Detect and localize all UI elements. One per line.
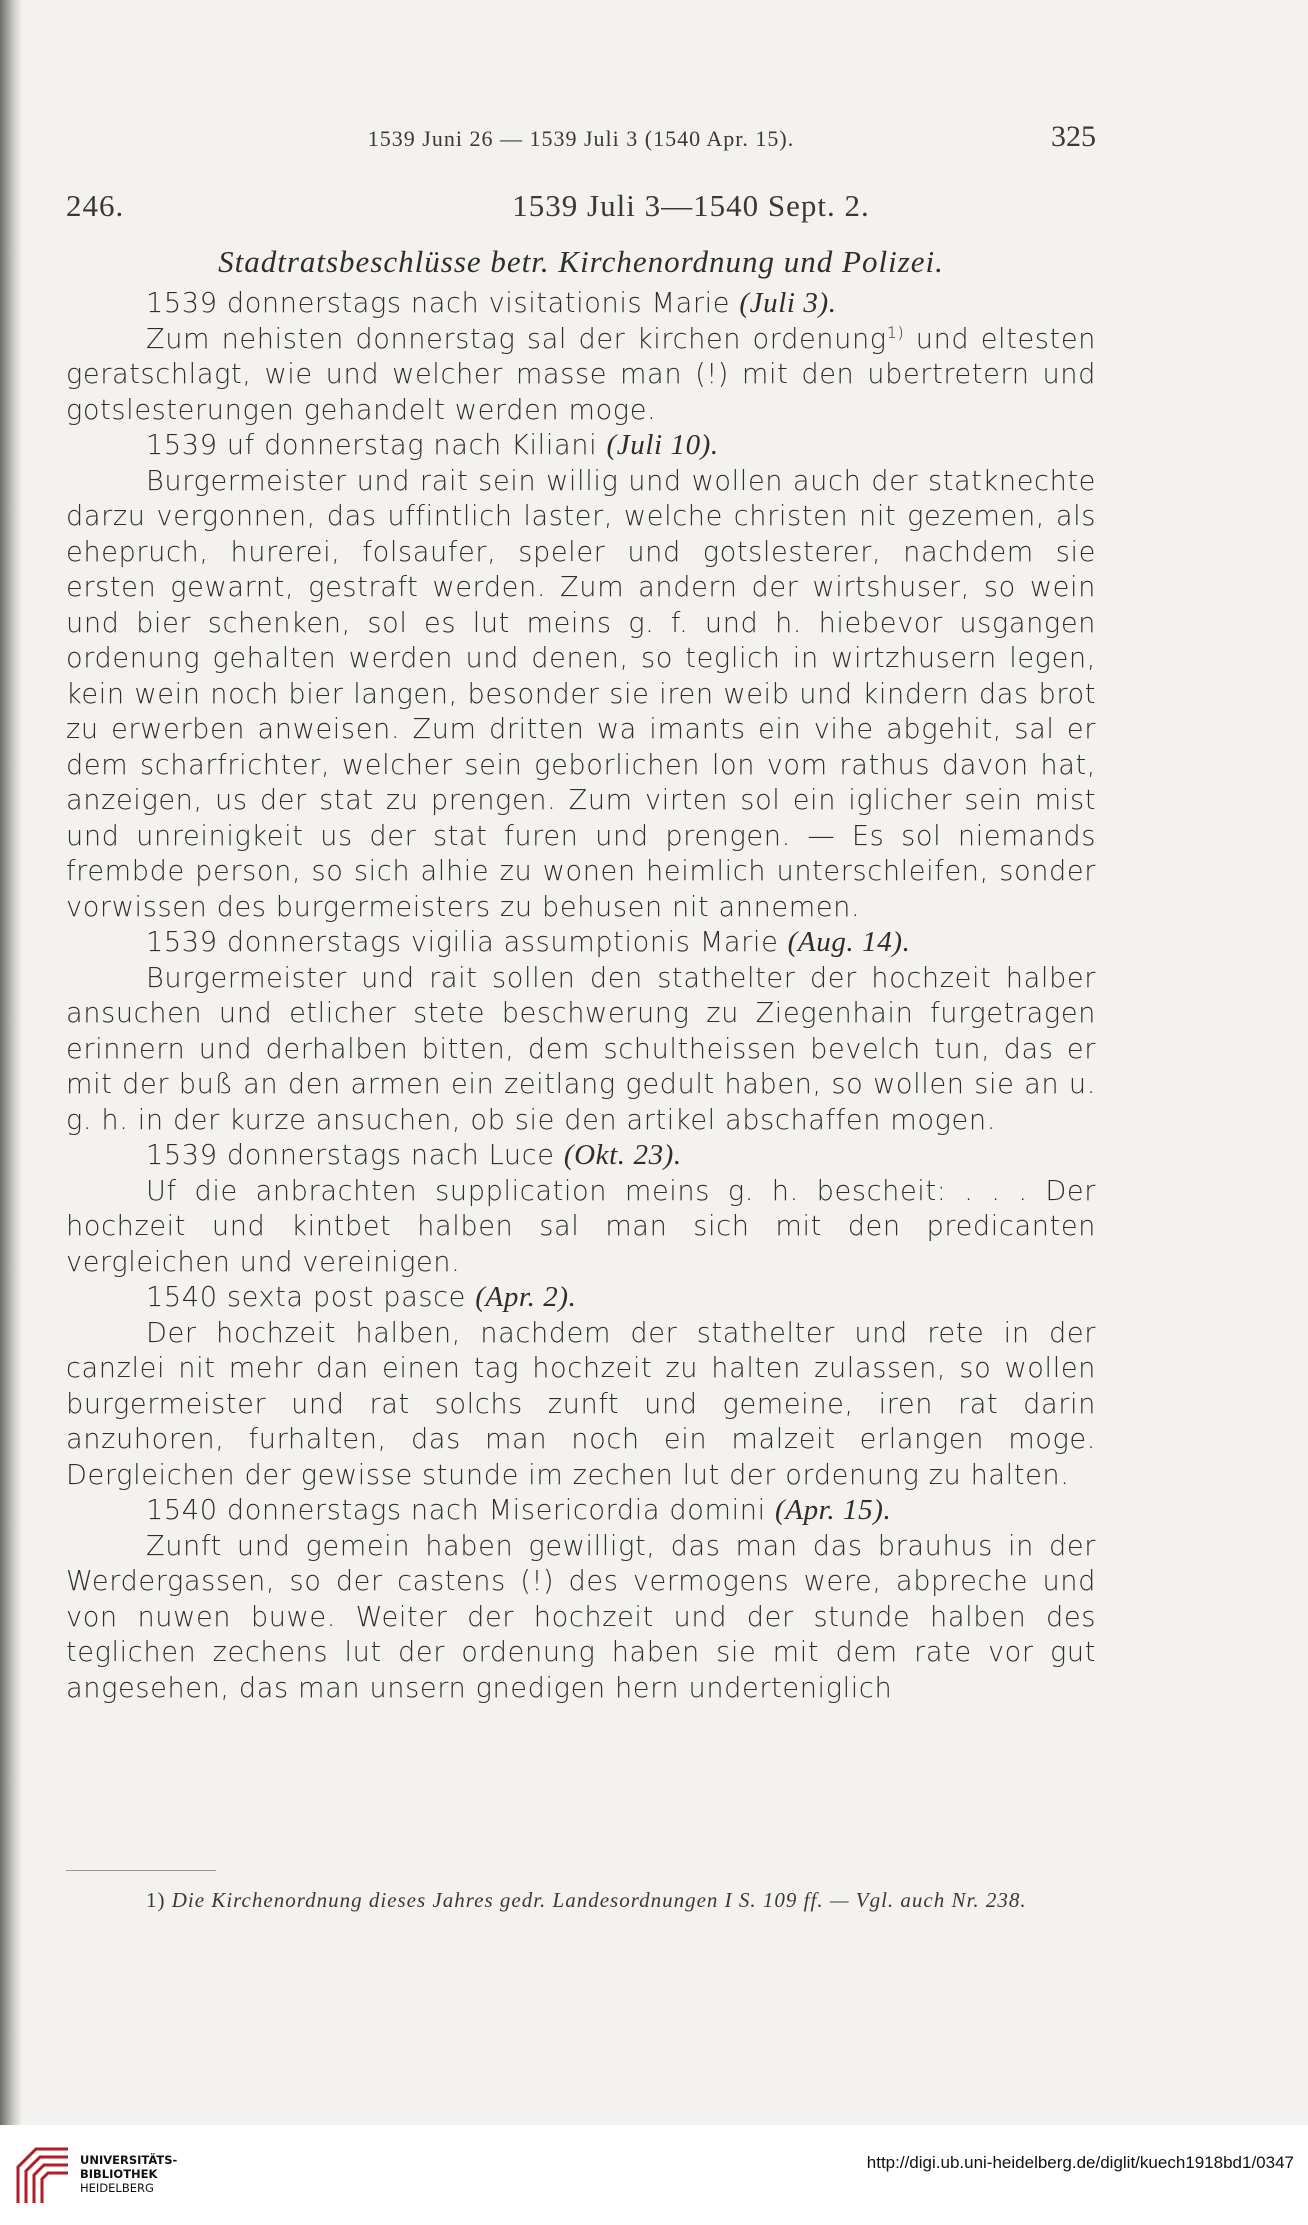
entry-date: 1540 donnerstags nach Misericordia domini (Apr. 15). (146, 1494, 892, 1526)
page-number: 325 (1051, 120, 1096, 153)
entry-date-note: (Juli 3). (739, 287, 837, 319)
page-header (66, 120, 1096, 160)
permalink-url[interactable]: http://digi.ub.uni-heidelberg.de/diglit/kuech1918bd1/0347 (866, 2153, 1294, 2172)
entry-date-note: (Apr. 2). (475, 1281, 577, 1313)
entry-text: Burgermeister und rait sein willig und wollen auch der statknechte darzu vergonnen, das uffintlich laster, welche christen nit gezemen, als ehepruch, hurerei, folsaufer, speler und gotslesterer, nachdem sie ersten gewarnt, gestraft werden. Zum andern der wirtshuser, so wein und bier schenken, sol es lut meins g. f. und h. hiebevor usgangen ordenung gehalten werden und denen, so teglich in wirtzhusern legen, kein wein noch bier langen, besonder sie iren weib und kindern das brot zu erwerben anweisen. Zum dritten wa imants ein vihe abgehit, sal er dem scharfrichter, welcher sein geborlichen lon vom rathus davon hat, anzeigen, us der stat zu prengen. Zum virten sol ein iglicher sein mist und unreinigkeit us der stat furen und prengen. — Es sol niemands frembde person, so sich alhie zu wonen heimlich unterschleifen, sonder vorwissen des burgermeisters zu behusen nit annemen. (66, 465, 1096, 923)
entry-text: Der hochzeit halben, nachdem der stathelter und rete in der canzlei nit mehr dan einen tag hochzeit zu halten zulassen, so wollen burgermeister und rat solchs zunft und gemeine, iren rat darin anzuhoren, furhalten, das man noch ein malzeit erlangen moge. Dergleichen der gewisse stunde im zechen lut der ordenung zu halten. (66, 1317, 1096, 1491)
running-head: 1539 Juni 26 — 1539 Juli 3 (1540 Apr. 15). (367, 126, 795, 151)
entry-date-note: (Apr. 15). (775, 1494, 892, 1526)
document-title: Stadtratsbeschlüsse betr. Kirchenordnung und Polizei. (218, 244, 944, 279)
entry-date: 1540 sexta post pasce (Apr. 2). (146, 1281, 577, 1313)
footnote-mark: 1) (146, 1888, 166, 1912)
footnote-text: Die Kirchenordnung dieses Jahres gedr. Landesordnungen I S. 109 ff. — Vgl. auch Nr. 238. (171, 1888, 1027, 1912)
entry-date: 1539 uf donnerstag nach Kiliani (Juli 10). (146, 429, 719, 461)
footnote (66, 1885, 1096, 1915)
entry-text: Uf die anbrachten supplication meins g. h. bescheit: . . . Der hochzeit und kintbet halben sal man sich mit den predicanten vergleichen und vereinigen. (66, 1175, 1096, 1278)
entry-date: 1539 donnerstags nach Luce (Okt. 23). (146, 1139, 682, 1171)
document-heading (66, 188, 1096, 234)
entry-date-note: (Juli 10). (606, 429, 719, 461)
ub-heidelberg-logo-icon (14, 2145, 72, 2207)
document-date-range: 1539 Juli 3—1540 Sept. 2. (512, 188, 870, 223)
entry-date: 1539 donnerstags nach visitationis Marie (Juli 3). (146, 287, 837, 319)
entry-date-note: (Okt. 23). (563, 1139, 682, 1171)
footnote-reference: 1) (886, 322, 905, 342)
document-body (66, 286, 1096, 1706)
library-name: UNIVERSITÄTS- BIBLIOTHEK HEIDELBERG (80, 2153, 178, 2195)
entry-text: Burgermeister und rait sollen den stathelter der hochzeit halber ansuchen und etlicher stete beschwerung zu Ziegenhain furgetragen erinnern und derhalben bitten, dem schultheissen bevelch tun, das er mit der buß an den armen ein zeitlang gedult haben, so wollen sie an u. g. h. in der kurze ansuchen, ob sie den artikel abschaffen mogen. (66, 962, 1096, 1136)
library-footer (0, 2125, 1308, 2225)
entry-text: Zum nehisten donnerstag sal der kirchen ordenung$^{1)}$ und eltesten geratschlagt, wie und welcher masse man (!) mit den ubertretern und gotslesterungen gehandelt werden moge. (66, 322, 1096, 426)
entry-date: 1539 donnerstags vigilia assumptionis Marie (Aug. 14). (146, 926, 911, 958)
document-number: 246. (66, 188, 125, 223)
entry-text: Zunft und gemein haben gewilligt, das man das brauhus in der Werdergassen, so der castens (!) des vermogens were, abpreche und von nuwen buwe. Weiter der hochzeit und der stunde halben des teglichen zechens lut der ordenung haben sie mit dem rate vor gut angesehen, das man unsern gnedigen hern underteniglich (66, 1530, 1096, 1704)
entry-date-note: (Aug. 14). (787, 926, 911, 958)
footnote-divider (66, 1870, 216, 1871)
